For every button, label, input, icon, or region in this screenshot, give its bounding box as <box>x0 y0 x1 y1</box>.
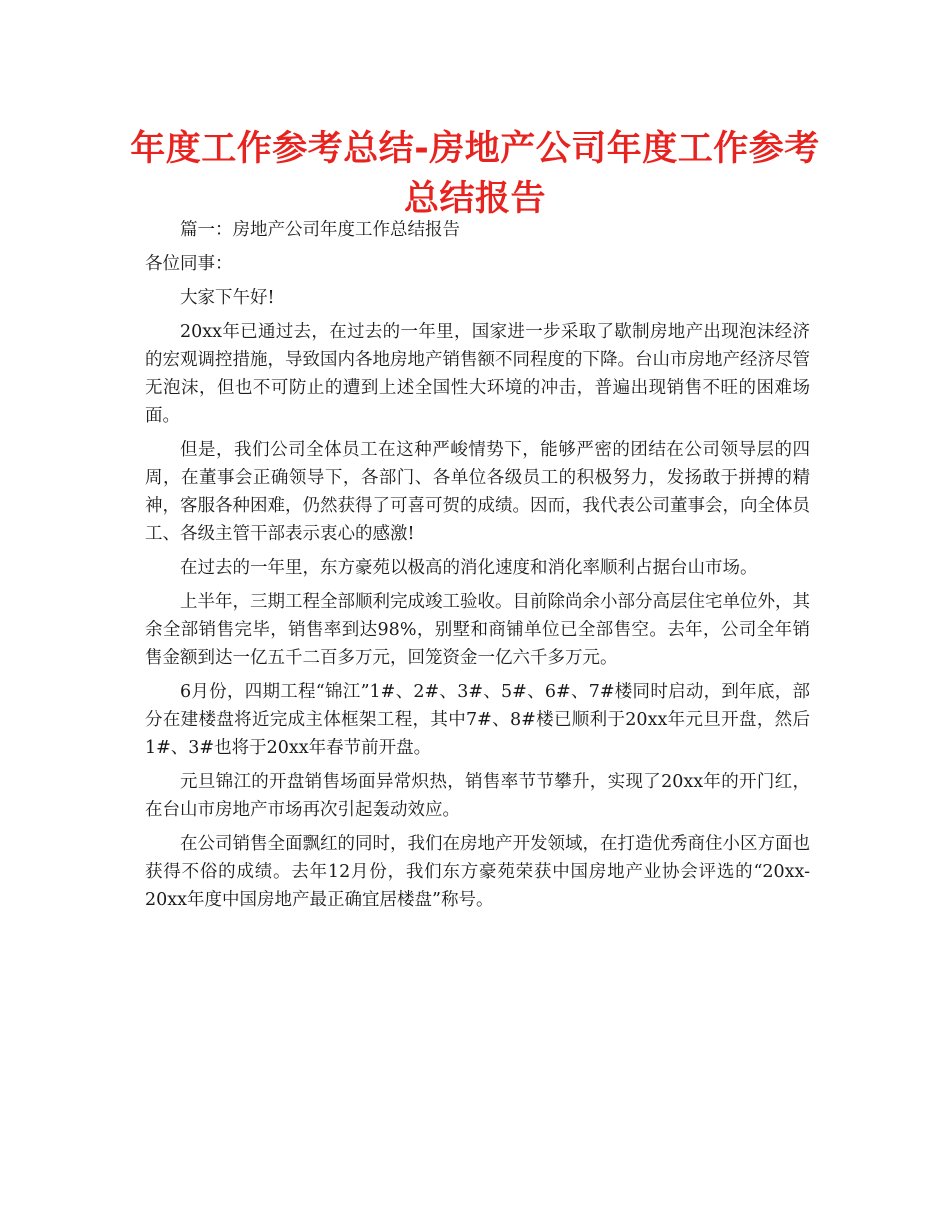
greeting: 大家下午好! <box>180 288 275 308</box>
paragraph: 在公司销售全面飘红的同时，我们在房地产开发领域，在打造优秀商住小区方面也获得不俗的成绩。去年12月份，我们东方豪苑荣获中国房地产业协会评选的“20xx-20xx年度中国房地产最正确宜居楼盘”称号。 <box>145 834 810 910</box>
section-heading: 篇一：房地产公司年度工作总结报告 <box>180 220 460 240</box>
paragraph: 20xx年已通过去，在过去的一年里，国家进一步采取了歇制房地产出现泡沫经济的宏观调控措施，导致国内各地房地产销售额不同程度的下降。台山市房地产经济尽管无泡沫，但也不可防止的遭到上述全国性大环境的冲击，普遍出现销售不旺的困难场面。 <box>145 322 810 426</box>
paragraph: 元旦锦江的开盘销售场面异常炽热，销售率节节攀升，实现了20xx年的开门红，在台山市房地产市场再次引起轰动效应。 <box>145 772 810 820</box>
document-body <box>145 216 810 920</box>
paragraph: 在过去的一年里，东方豪苑以极高的消化速度和消化率顺利占据台山市场。 <box>180 558 758 578</box>
paragraph: 上半年，三期工程全部顺利完成竣工验收。目前除尚余小部分高层住宅单位外，其余全部销售完毕，销售率到达98%，别墅和商铺单位已全部售空。去年，公司全年销售金额到达一亿五千二百多万元，回笼资金一亿六千多万元。 <box>145 592 810 668</box>
paragraph: 但是，我们公司全体员工在这种严峻情势下，能够严密的团结在公司领导层的四周，在董事会正确领导下，各部门、各单位各级员工的积极努力，发扬敢于拼搏的精神，客服各种困难，仍然获得了可喜可贺的成绩。因而，我代表公司董事会，向全体员工、各级主管干部表示衷心的感激! <box>145 440 810 544</box>
document-title: 年度工作参考总结-房地产公司年度工作参考总结报告 <box>130 129 820 219</box>
salutation: 各位同事： <box>145 254 233 274</box>
paragraph: 6月份，四期工程“锦江”1#、2#、3#、5#、6#、7#楼同时启动，到年底，部分在建楼盘将近完成主体框架工程，其中7#、8#楼已顺利于20xx年元旦开盘，然后1#、3#也将于20xx年春节前开盘。 <box>145 682 810 758</box>
